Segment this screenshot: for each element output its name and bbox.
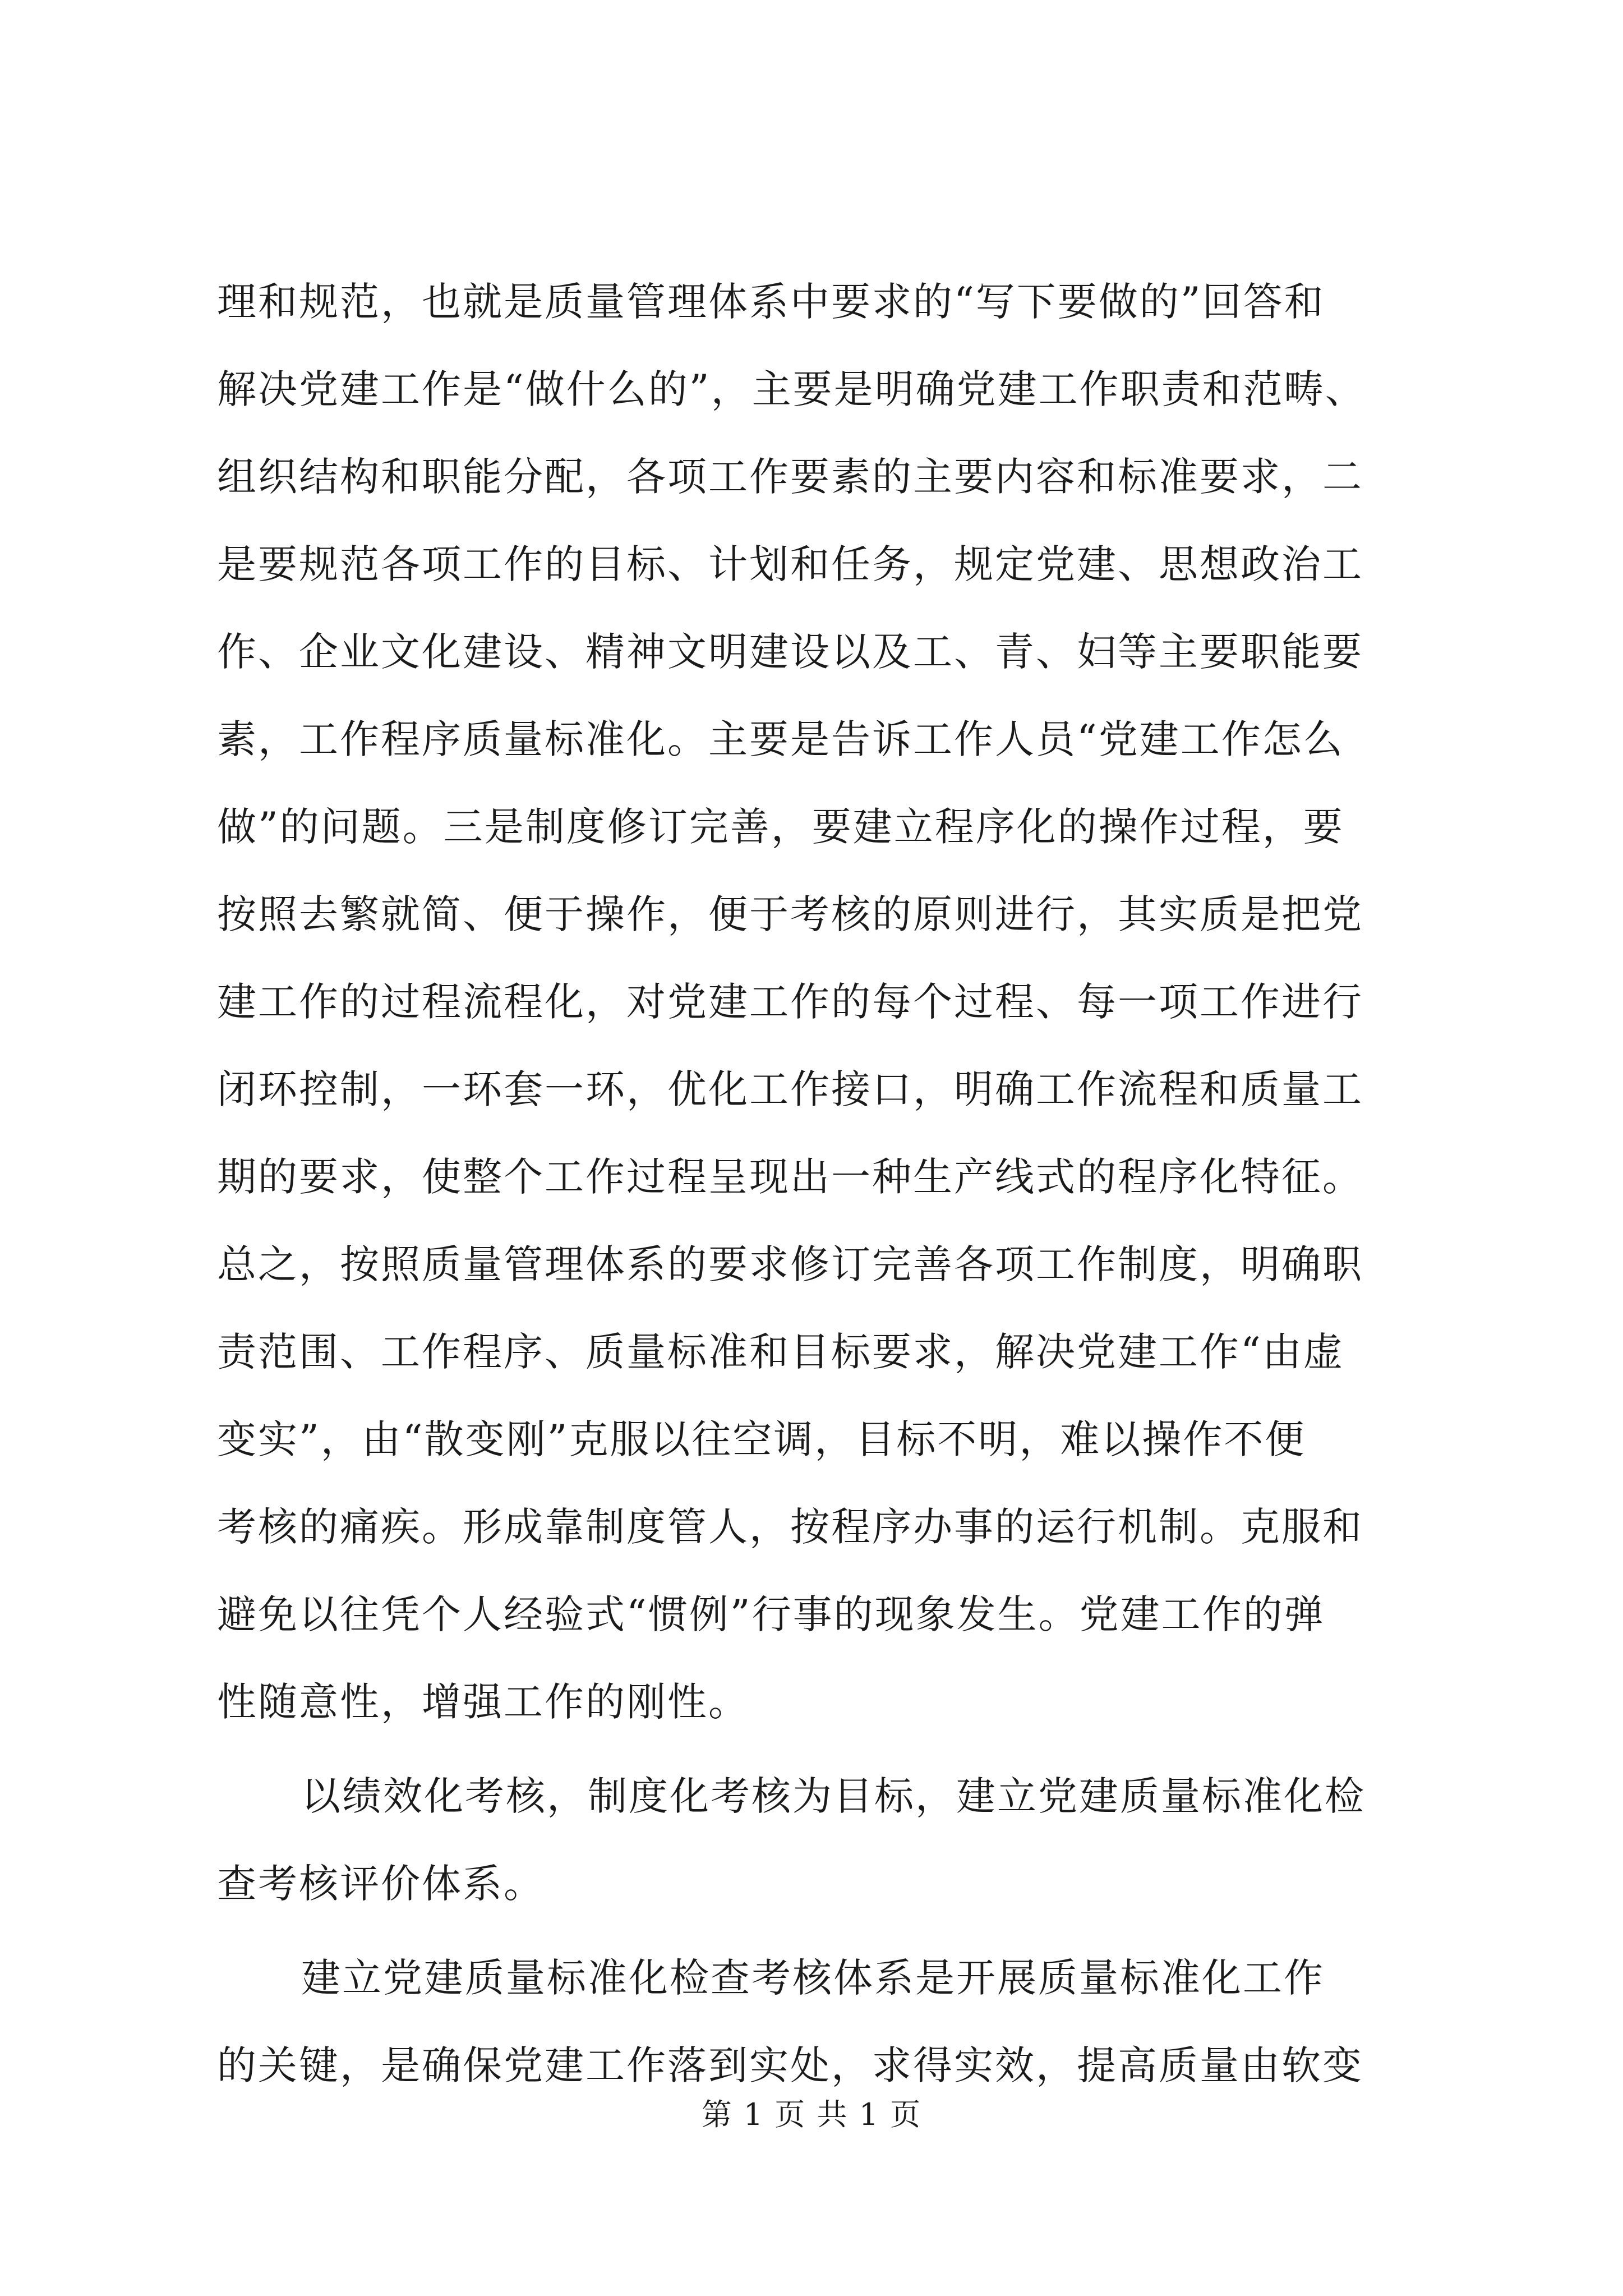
text-line: 的关键，是确保党建工作落到实处，求得实效，提高质量由软变 <box>217 2042 1363 2088</box>
paragraph-1 <box>217 258 1414 1746</box>
text-line: 期的要求，使整个工作过程呈现出一种生产线式的程序化特征。 <box>217 1154 1363 1200</box>
text-line: 理和规范，也就是质量管理体系中要求的“写下要做的”回答和 <box>217 279 1325 325</box>
paragraph-spacer <box>217 1746 1414 1752</box>
text-line: 总之，按照质量管理体系的要求修订完善各项工作制度，明确职 <box>217 1241 1363 1287</box>
text-line: 以绩效化考核，制度化考核为目标，建立党建质量标准化检 <box>301 1773 1366 1819</box>
text-line: 责范围、工作程序、质量标准和目标要求，解决党建工作“由虚 <box>217 1329 1344 1375</box>
text-line: 素，工作程序质量标准化。主要是告诉工作人员“党建工作怎么 <box>217 716 1344 762</box>
text-line: 建工作的过程流程化，对党建工作的每个过程、每一项工作进行 <box>217 979 1363 1025</box>
text-line: 避免以往凭个人经验式“惯例”行事的现象发生。党建工作的弹 <box>217 1591 1325 1637</box>
text-line: 组织结构和职能分配，各项工作要素的主要内容和标准要求，二 <box>217 454 1363 500</box>
text-line: 建立党建质量标准化检查考核体系是开展质量标准化工作 <box>301 1955 1325 2001</box>
text-line: 查考核评价体系。 <box>217 1861 545 1907</box>
text-line: 考核的痛疾。形成靠制度管人，按程序办事的运行机制。克服和 <box>217 1504 1363 1550</box>
text-line: 作、企业文化建设、精神文明建设以及工、青、妇等主要职能要 <box>217 629 1363 675</box>
text-line: 解决党建工作是“做什么的”，主要是明确党建工作职责和范畴、 <box>217 366 1366 412</box>
text-line: 闭环控制，一环套一环，优化工作接口，明确工作流程和质量工 <box>217 1066 1363 1112</box>
text-line: 性随意性，增强工作的刚性。 <box>217 1679 749 1725</box>
page-footer: 第 1 页 共 1 页 <box>701 2097 922 2132</box>
text-line: 按照去繁就简、便于操作，便于考核的原则进行，其实质是把党 <box>217 891 1363 937</box>
paragraph-3 <box>217 1934 1414 2109</box>
text-line: 做”的问题。三是制度修订完善，要建立程序化的操作过程，要 <box>217 804 1344 850</box>
text-line: 是要规范各项工作的目标、计划和任务，规定党建、思想政治工 <box>217 541 1363 587</box>
paragraph-2 <box>217 1752 1414 1927</box>
document-body <box>217 258 1414 2109</box>
text-line: 变实”，由“散变刚”克服以往空调，目标不明，难以操作不便 <box>217 1416 1306 1462</box>
paragraph-spacer <box>217 1927 1414 1934</box>
